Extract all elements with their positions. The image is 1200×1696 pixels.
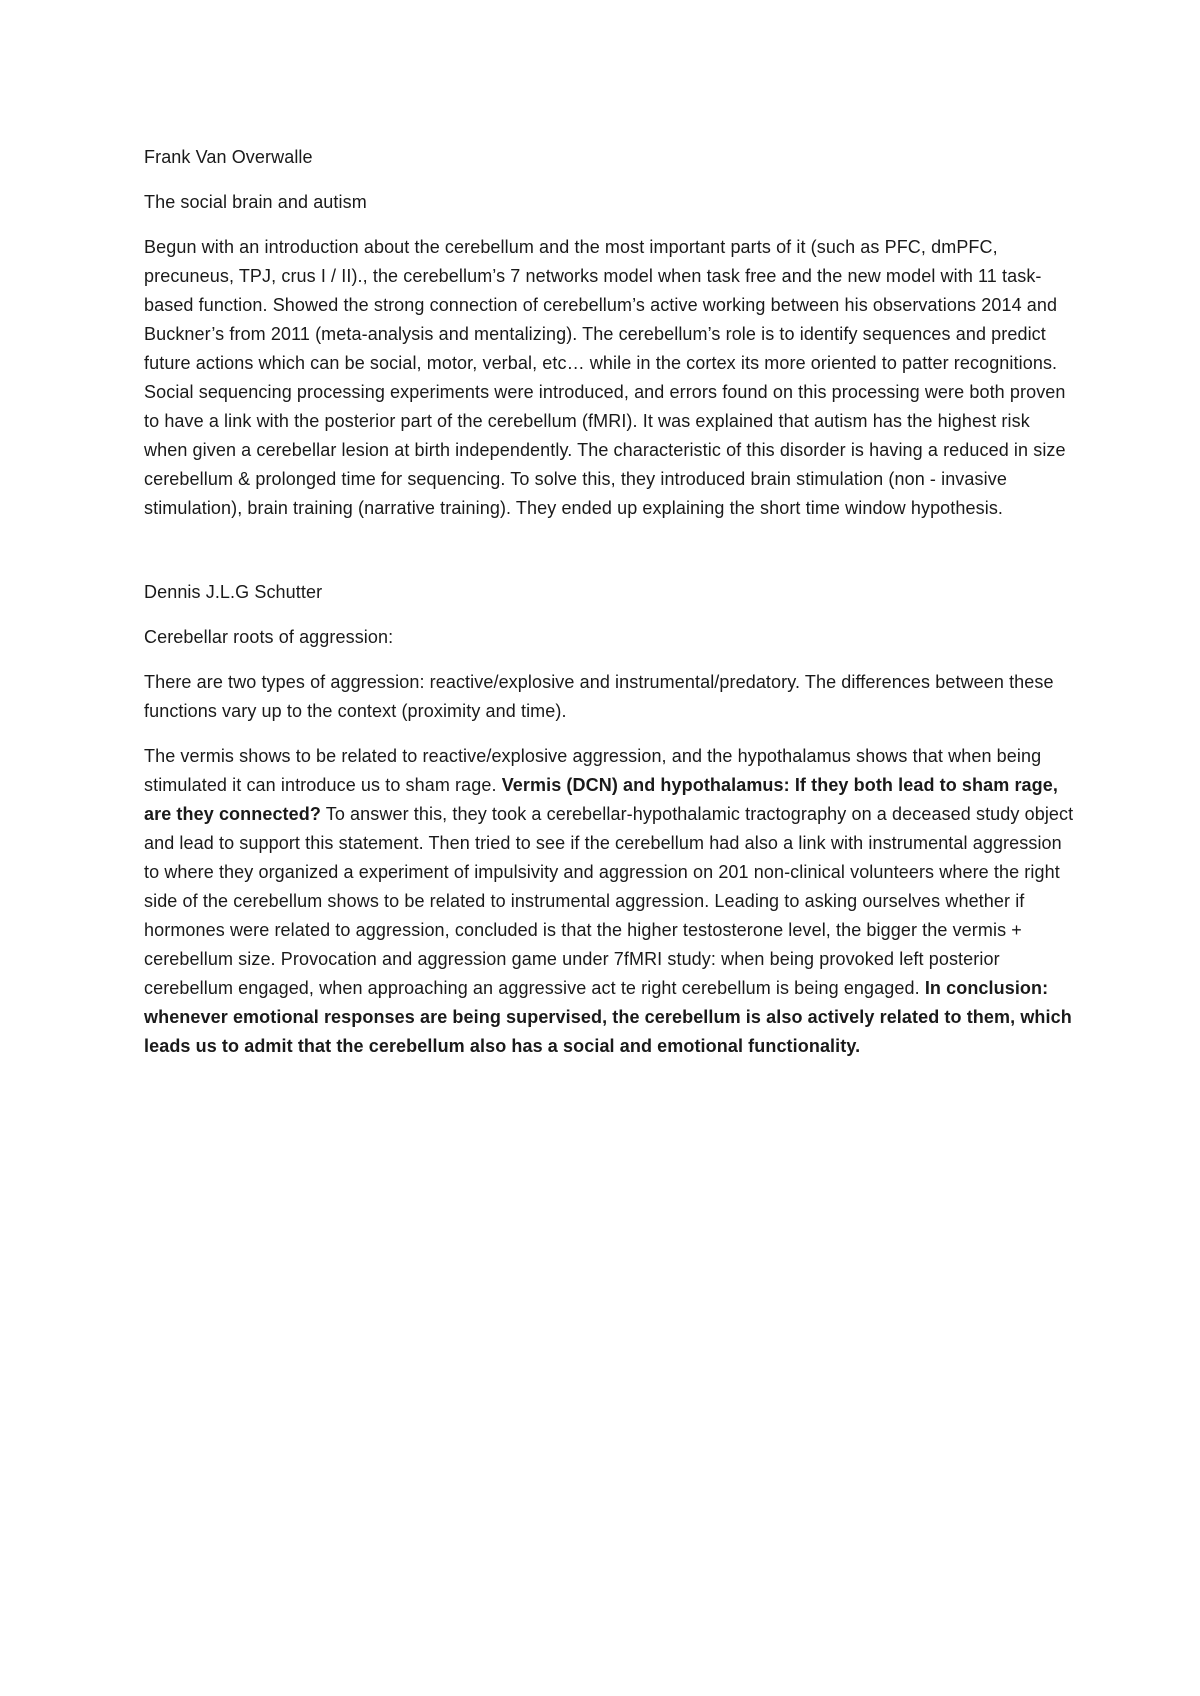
document-content bbox=[144, 143, 1074, 1077]
section2-paragraph-2-text-b: To answer this, they took a cerebellar-hypothalamic tractography on a deceased study object and lead to support this statement. Then tried to see if the cerebellum had also a link with instrumental aggression to where they organized a experiment of impulsivity and aggression on 201 non-clinical volunteers where the right side of the cerebellum shows to be related to instrumental aggression. Leading to asking ourselves whether if hormones were related to aggression, concluded is that the higher testosterone level, the bigger the vermis + cerebellum size. Provocation and aggression game under 7fMRI study: when being provoked left posterior cerebellum engaged, when approaching an aggressive act te right cerebellum is being engaged. bbox=[144, 804, 1074, 998]
section1-body: Begun with an introduction about the cerebellum and the most important parts of it (such as PFC, dmPFC, precuneus, TPJ, crus I / II)., the cerebellum’s 7 networks model when task free and the new model with 11 task-based function. Showed the strong connection of cerebellum’s active working between his observations 2014 and Buckner’s from 2011 (meta-analysis and mentalizing). The cerebellum’s role is to identify sequences and predict future actions which can be social, motor, verbal, etc… while in the cortex its more oriented to patter recognitions. Social sequencing processing experiments were introduced, and errors found on this processing were both proven to have a link with the posterior part of the cerebellum (fMRI). It was explained that autism has the highest risk when given a cerebellar lesion at birth independently. The characteristic of this disorder is having a reduced in size cerebellum & prolonged time for sequencing. To solve this, they introduced brain stimulation (non - invasive stimulation), brain training (narrative training). They ended up explaining the short time window hypothesis. bbox=[144, 237, 1066, 518]
section2-conclusion-bold: In conclusion: whenever emotional responses are being supervised, the cerebellum is also actively related to them, which leads us to admit that the cerebellum also has a social and emotional functionality. bbox=[144, 978, 1072, 1056]
section2-question-bold: Vermis (DCN) and hypothalamus: If they both lead to sham rage, are they connected? bbox=[144, 775, 1058, 824]
section1-title: The social brain and autism bbox=[144, 192, 367, 212]
section2-paragraph-1: There are two types of aggression: reactive/explosive and instrumental/predatory. The differences between these functions vary up to the context (proximity and time). bbox=[144, 672, 1054, 721]
section2-paragraph-2 bbox=[144, 742, 1074, 1061]
section2-title: Cerebellar roots of aggression: bbox=[144, 627, 394, 647]
section2-paragraph-2-text-a: The vermis shows to be related to reactive/explosive aggression, and the hypothalamus shows that when being stimulated it can introduce us to sham rage. bbox=[144, 746, 1042, 795]
section-spacer bbox=[144, 539, 1074, 578]
section1-author: Frank Van Overwalle bbox=[144, 147, 313, 167]
section2-author: Dennis J.L.G Schutter bbox=[144, 582, 323, 602]
